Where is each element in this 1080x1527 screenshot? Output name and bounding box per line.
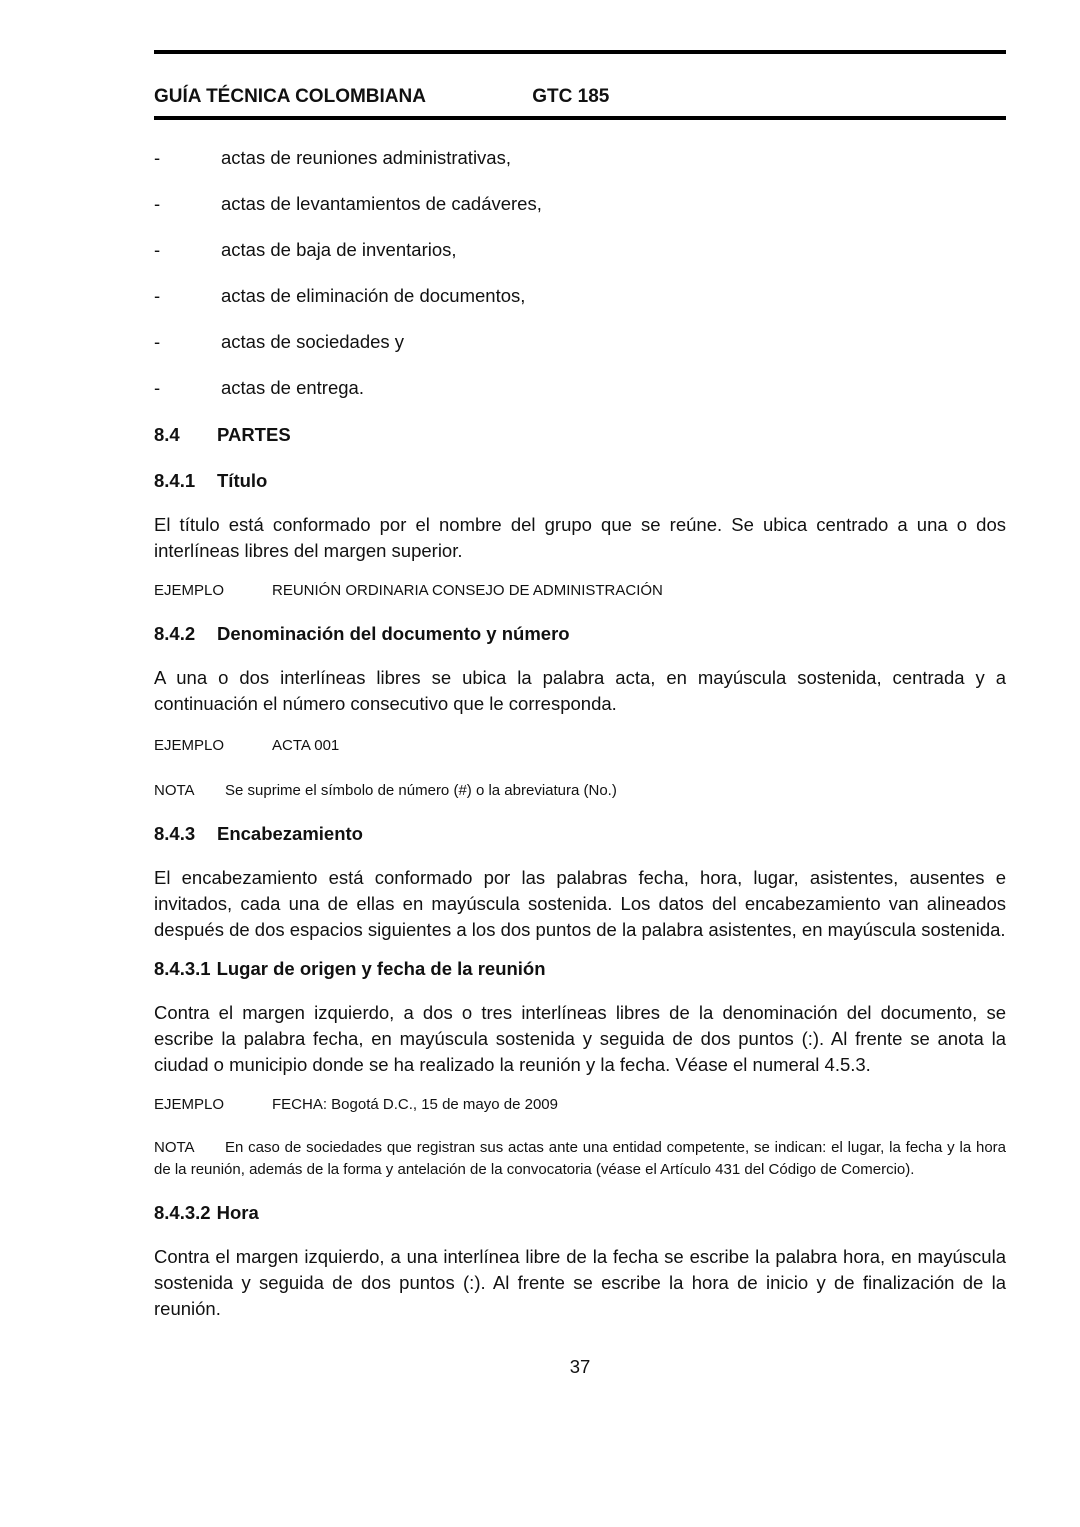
nota-block [154, 1137, 1006, 1181]
dash-bullet: - [154, 239, 161, 260]
list-item-text: actas de baja de inventarios, [221, 239, 457, 260]
section-heading-8-4-1 [154, 470, 1006, 491]
section-number: 8.4.3.2 [154, 1202, 211, 1223]
section-number: 8.4.2 [154, 623, 196, 644]
list-item-text: actas de sociedades y [221, 331, 405, 352]
ejemplo-text: REUNIÓN ORDINARIA CONSEJO DE ADMINISTRACIÓN [272, 582, 663, 599]
section-number: 8.4.1 [154, 470, 196, 491]
ejemplo-line [154, 580, 1006, 602]
nota-line [154, 780, 1006, 802]
list-item-text: actas de entrega. [221, 377, 364, 398]
list-item [154, 194, 1006, 214]
section-number: 8.4.3 [154, 823, 196, 844]
list-item-text: actas de levantamientos de cadáveres, [221, 193, 542, 214]
paragraph-lugar-fecha: Contra el margen izquierdo, a dos o tres interlíneas libres de la denominación del documento, se escribe la palabra fecha, en mayúscula sostenida y seguida de dos puntos (:). Al frente se anota la ciudad o municipio donde se ha realizado la reunión y la fecha. Véase el numeral 4.5.3. [154, 1002, 1006, 1075]
ejemplo-line [154, 735, 1006, 757]
section-title: Hora [216, 1202, 259, 1223]
section-heading-8-4-3-2 [154, 1202, 1006, 1223]
section-heading-8-4-3-1 [154, 958, 1006, 979]
header-top-rule [154, 50, 1006, 54]
section-title: Denominación del documento y número [217, 623, 570, 644]
page-content [154, 0, 1006, 1378]
list-item [154, 240, 1006, 260]
dash-bullet: - [154, 285, 161, 306]
ejemplo-line [154, 1094, 1006, 1116]
dash-bullet: - [154, 147, 161, 168]
ejemplo-label: EJEMPLO [154, 737, 225, 754]
section-title: Encabezamiento [217, 823, 363, 844]
list-item [154, 286, 1006, 306]
section-title: Lugar de origen y fecha de la reunión [216, 958, 546, 979]
document-code: GTC 185 [532, 86, 610, 107]
section-number: 8.4 [154, 424, 180, 445]
paragraph-encabezamiento: El encabezamiento está conformado por las palabras fecha, hora, lugar, asistentes, ausentes e invitados, cada una de ellas en mayúscula sostenida. Los datos del encabezamiento van alineados después de dos espacios siguientes a los dos puntos de la palabra asistentes, en mayúscula sostenida. [154, 867, 1006, 940]
list-item [154, 378, 1006, 398]
document-header [154, 86, 1006, 108]
dash-bullet: - [154, 377, 161, 398]
list-item [154, 148, 1006, 168]
paragraph-hora: Contra el margen izquierdo, a una interlínea libre de la fecha se escribe la palabra hora, en mayúscula sostenida y seguida de dos puntos (:). Al frente se escribe la hora de inicio y de finalización de la reunión. [154, 1246, 1006, 1319]
dash-bullet: - [154, 331, 161, 352]
nota-label: NOTA [154, 782, 195, 799]
section-heading-8-4-3 [154, 823, 1006, 844]
header-bottom-rule [154, 116, 1006, 120]
dash-bullet: - [154, 193, 161, 214]
section-heading-8-4 [154, 424, 1006, 445]
document-title: GUÍA TÉCNICA COLOMBIANA [154, 86, 426, 107]
acta-types-list [154, 148, 1006, 398]
paragraph-denominacion: A una o dos interlíneas libres se ubica la palabra acta, en mayúscula sostenida, centrada y a continuación el número consecutivo que le corresponda. [154, 667, 1006, 714]
ejemplo-text: ACTA 001 [272, 737, 340, 754]
section-title: PARTES [217, 424, 291, 445]
ejemplo-label: EJEMPLO [154, 1096, 225, 1113]
section-number: 8.4.3.1 [154, 958, 211, 979]
list-item-text: actas de eliminación de documentos, [221, 285, 526, 306]
page-number: 37 [569, 1356, 591, 1377]
list-item [154, 332, 1006, 352]
nota-text: En caso de sociedades que registran sus actas ante una entidad competente, se indican: el lugar, la fecha y la hora de la reunión, además de la forma y antelación de la convocatoria (véase el Artículo 431 del Código de Comercio). [154, 1139, 1006, 1178]
nota-label: NOTA [154, 1139, 195, 1156]
ejemplo-text: FECHA: Bogotá D.C., 15 de mayo de 2009 [272, 1096, 558, 1113]
list-item-text: actas de reuniones administrativas, [221, 147, 511, 168]
section-heading-8-4-2 [154, 623, 1006, 644]
paragraph-titulo: El título está conformado por el nombre del grupo que se reúne. Se ubica centrado a una o dos interlíneas libres del margen superior. [154, 514, 1006, 561]
ejemplo-label: EJEMPLO [154, 582, 225, 599]
nota-text: Se suprime el símbolo de número (#) o la abreviatura (No.) [225, 782, 617, 799]
section-title: Título [217, 470, 268, 491]
